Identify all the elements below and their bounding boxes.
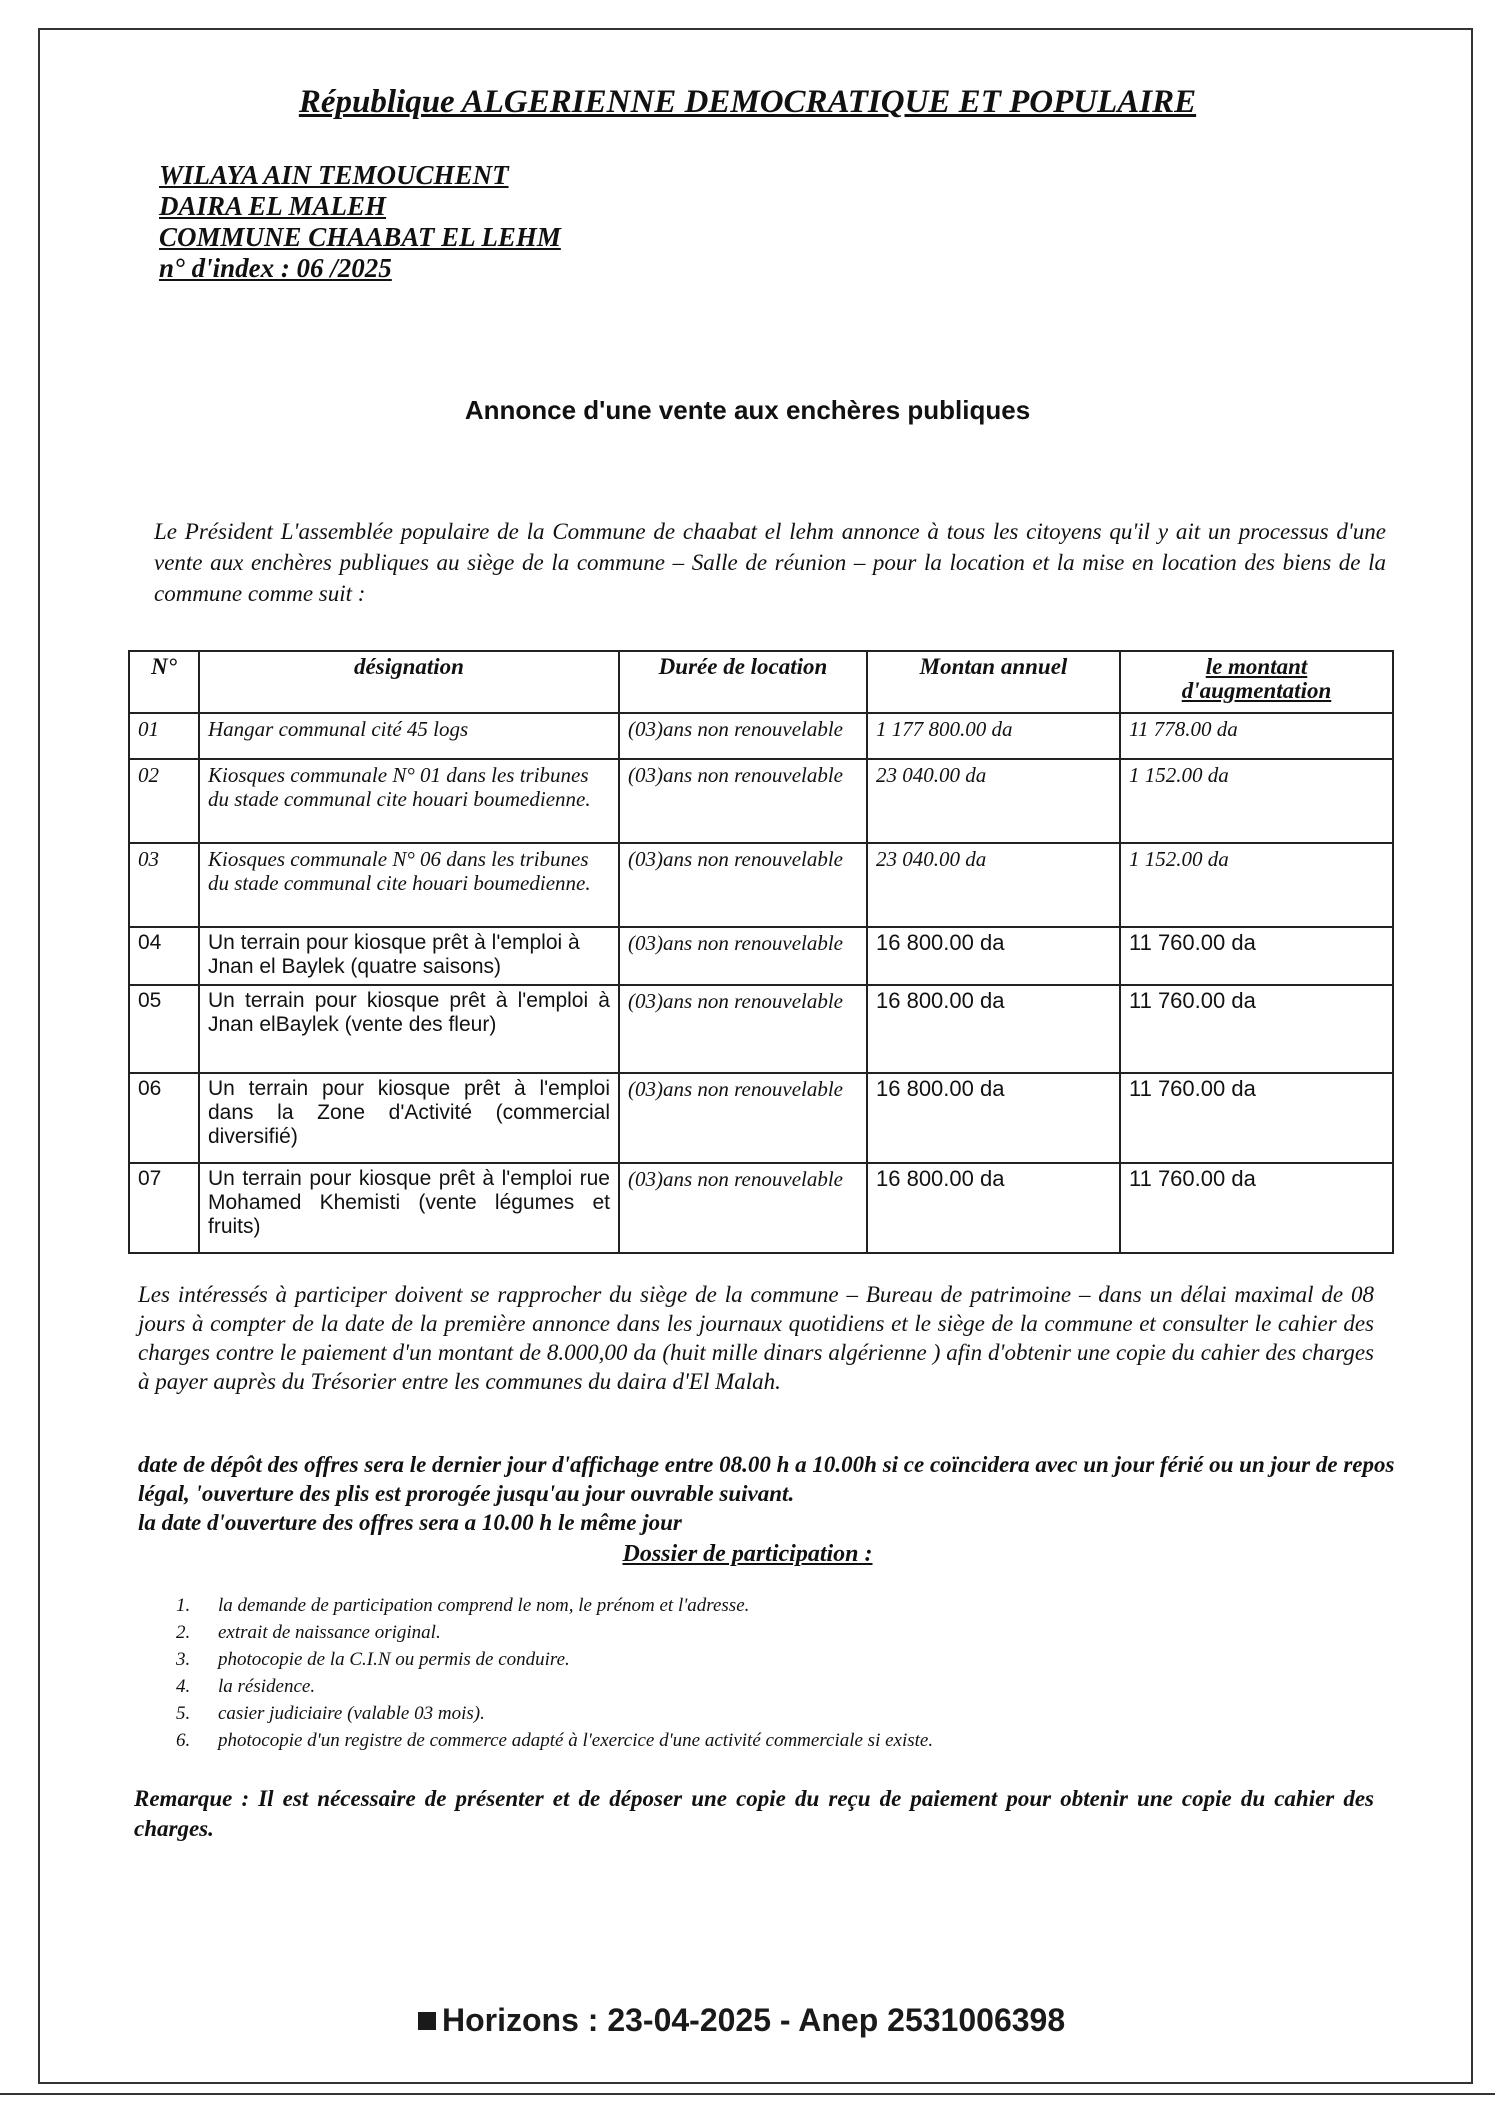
header-increase-amount: le montant d'augmentation [1120,651,1393,713]
row-increase-amount: 1 152.00 da [1120,759,1393,843]
list-item: 1. la demande de participation comprend le nom, le prénom et l'adresse. [176,1595,750,1616]
row-duration: (03)ans non renouvelable [619,1163,867,1253]
row-designation: Kiosques communale N° 01 dans les tribunes du stade communal cite houari boumedienne. [199,759,619,843]
list-item: 5. casier judiciaire (valable 03 mois). [176,1703,485,1724]
row-number: 02 [129,759,199,843]
list-item-text: photocopie de la C.I.N ou permis de conduire. [218,1649,570,1670]
row-designation: Un terrain pour kiosque prêt à l'emploi à Jnan elBaylek (vente des fleur) [199,985,619,1073]
republic-heading: République ALGERIENNE DEMOCRATIQUE ET POPULAIRE [298,84,1197,120]
announcement-title: Annonce d'une vente aux enchères publiques [464,395,1031,425]
commune-line: COMMUNE CHAABAT EL LEHM [159,222,561,252]
row-annual-amount: 23 040.00 da [867,759,1120,843]
row-number: 06 [129,1073,199,1163]
row-increase-amount: 1 152.00 da [1120,843,1393,927]
row-duration: (03)ans non renouvelable [619,843,867,927]
dossier-list [176,1592,933,1754]
publication-reference: Horizons : 23-04-2025 - Anep 2531006398 [442,2002,1066,2038]
row-duration: (03)ans non renouvelable [619,985,867,1073]
remark-paragraph: Remarque : Il est nécessaire de présenter et de déposer une copie du reçu de paiement pour obtenir une copie du cahier des charges. [134,1786,1374,1841]
row-annual-amount: 16 800.00 da [867,1163,1120,1253]
row-duration: (03)ans non renouvelable [619,759,867,843]
deposit-date-line: date de dépôt des offres sera le dernier jour d'affichage entre 08.00 h a 10.00h si ce coïncidera avec un jour férié ou un jour de repos légal, 'ouverture des plis est prorogée jusqu'au jour ouvrable suivant. [138,1452,1395,1506]
row-duration: (03)ans non renouvelable [619,1073,867,1163]
table-row [129,985,1393,1073]
bottom-rule [0,2093,1495,2095]
row-designation: Un terrain pour kiosque prêt à l'emploi rue Mohamed Khemisti (vente légumes et fruits) [199,1163,619,1253]
list-item: 2. extrait de naissance original. [176,1622,441,1643]
row-designation: Un terrain pour kiosque prêt à l'emploi dans la Zone d'Activité (commercial diversifié) [199,1073,619,1163]
header-duration: Durée de location [619,651,867,713]
list-item-text: la demande de participation comprend le nom, le prénom et l'adresse. [218,1595,750,1616]
table-header-row [129,651,1393,713]
row-increase-amount: 11 778.00 da [1120,713,1393,759]
row-annual-amount: 16 800.00 da [867,985,1120,1073]
list-item: 3. photocopie de la C.I.N ou permis de conduire. [176,1649,570,1670]
row-increase-amount: 11 760.00 da [1120,1163,1393,1253]
wilaya-line: WILAYA AIN TEMOUCHENT [159,160,509,190]
table-row [129,1073,1393,1163]
list-item-text: extrait de naissance original. [218,1622,441,1643]
table-row [129,927,1393,985]
opening-date-line: la date d'ouverture des offres sera a 10.00 h le même jour [138,1510,682,1535]
header-number: N° [129,651,199,713]
list-item-text: casier judiciaire (valable 03 mois). [218,1703,485,1724]
index-line: n° d'index : 06 /2025 [159,253,392,283]
row-number: 01 [129,713,199,759]
row-annual-amount: 16 800.00 da [867,1073,1120,1163]
row-duration: (03)ans non renouvelable [619,713,867,759]
list-item-text: la résidence. [218,1676,316,1697]
row-increase-amount: 11 760.00 da [1120,1073,1393,1163]
row-number: 07 [129,1163,199,1253]
table-row [129,713,1393,759]
list-item: 4. la résidence. [176,1676,316,1697]
row-annual-amount: 16 800.00 da [867,927,1120,985]
table-row [129,843,1393,927]
row-duration: (03)ans non renouvelable [619,927,867,985]
row-number: 04 [129,927,199,985]
row-designation: Un terrain pour kiosque prêt à l'emploi à Jnan el Baylek (quatre saisons) [199,927,619,985]
header-designation: désignation [199,651,619,713]
list-item-text: photocopie d'un registre de commerce adapté à l'exercice d'une activité commerciale si existe. [218,1730,934,1751]
square-bullet-icon [418,2012,436,2030]
row-number: 03 [129,843,199,927]
intro-paragraph: Le Président L'assemblée populaire de la Commune de chaabat el lehm annonce à tous les citoyens qu'il y ait un processus d'une vente aux enchères publiques au siège de la commune – Salle de réunion – pour la location et la mise en location des biens de la commune comme suit : [154,519,1386,606]
publication-footer [418,2002,1065,2039]
participation-paragraph: Les intéressés à participer doivent se rapprocher du siège de la commune – Bureau de patrimoine – dans un délai maximal de 08 jours à compter de la date de la première annonce dans les journaux quotidiens et le siège de la commune et consulter le cahier des charges contre le paiement d'un montant de 8.000,00 da (huit mille dinars algérienne ) afin d'obtenir une copie du cahier des charges à payer auprès du Trésorier entre les communes du daira d'El Malah. [138,1282,1374,1394]
issuer-block [159,160,561,284]
header-annual-amount: Montan annuel [867,651,1120,713]
deposit-paragraph [138,1450,1398,1537]
list-item: 6. photocopie d'un registre de commerce adapté à l'exercice d'une activité commerciale si existe. [176,1730,934,1751]
row-number: 05 [129,985,199,1073]
table-row [129,1163,1393,1253]
row-annual-amount: 1 177 800.00 da [867,713,1120,759]
lots-table [128,650,1394,1254]
row-increase-amount: 11 760.00 da [1120,927,1393,985]
dossier-title: Dossier de participation : [622,1541,873,1567]
row-annual-amount: 23 040.00 da [867,843,1120,927]
row-increase-amount: 11 760.00 da [1120,985,1393,1073]
table-row [129,759,1393,843]
row-designation: Kiosques communale N° 06 dans les tribunes du stade communal cite houari boumedienne. [199,843,619,927]
daira-line: DAIRA EL MALEH [159,191,387,221]
row-designation: Hangar communal cité 45 logs [199,713,619,759]
